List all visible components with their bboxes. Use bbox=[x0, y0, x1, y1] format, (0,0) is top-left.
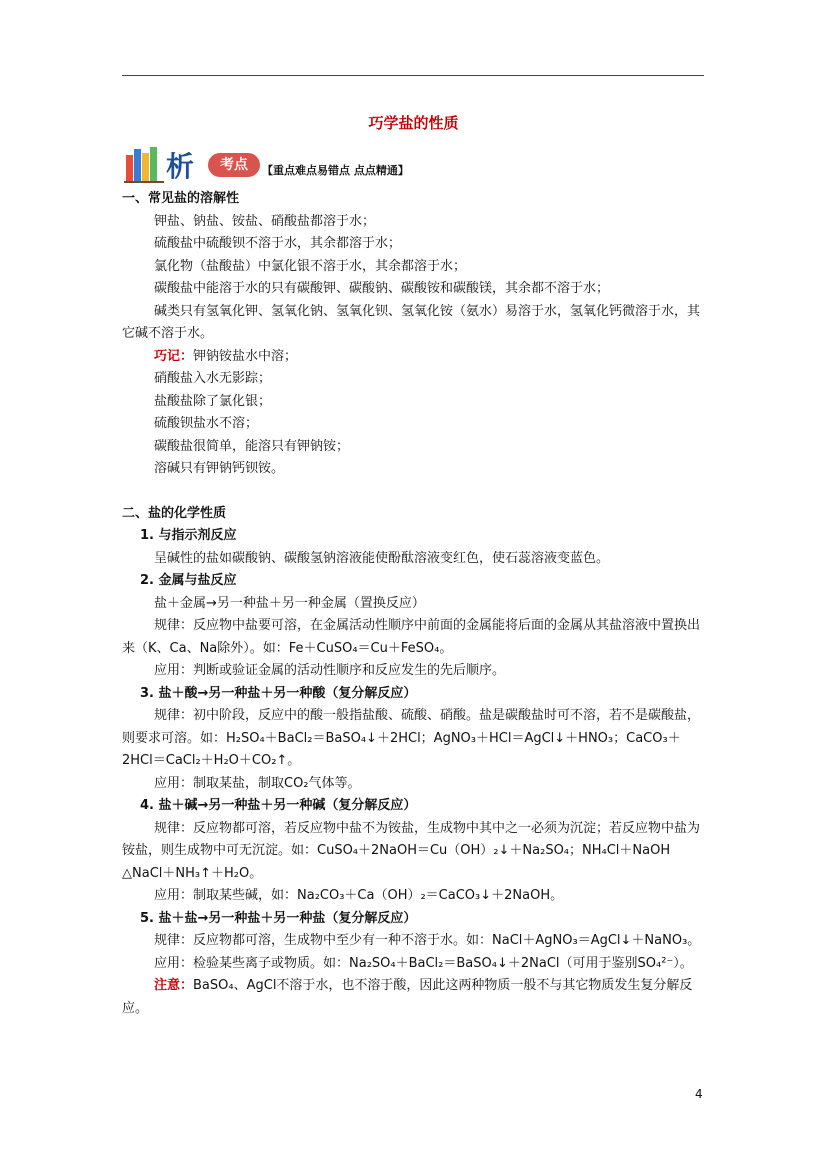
section-2-heading: 二、盐的化学性质 bbox=[122, 505, 227, 521]
tip-label: 巧记： bbox=[154, 348, 194, 364]
tip-text: 钾钠铵盐水中溶； bbox=[193, 348, 298, 364]
sub3-app: 应用：制取某盐，制取CO₂气体等。 bbox=[154, 775, 361, 791]
badge-tag: 【重点难点易错点 点点精通】 bbox=[262, 164, 409, 177]
solubility-line: 氯化物（盐酸盐）中氯化银不溶于水，其余都溶于水； bbox=[154, 258, 467, 274]
mnemonic-line bbox=[122, 346, 706, 369]
sub-heading-2: 2. 金属与盐反应 bbox=[140, 573, 237, 588]
sub4-app: 应用：制取某些碱，如：Na₂CO₃＋Ca（OH）₂＝CaCO₃↓＋2NaOH。 bbox=[154, 888, 564, 903]
badge-char: 析 bbox=[166, 150, 195, 183]
sub5-app: 应用：检验某些离子或物质。如：Na₂SO₄＋BaCl₂＝BaSO₄↓＋2NaCl（可用于鉴别SO₄²⁻）。 bbox=[154, 955, 693, 971]
sub-heading-3: 3. 盐＋酸→另一种盐＋另一种酸（复分解反应） bbox=[140, 685, 417, 701]
sub2-app: 应用：判断或验证金属的活动性顺序和反应发生的先后顺序。 bbox=[154, 663, 506, 678]
solubility-line: 碱类只有氢氧化钾、氢氧化钠、氢氧化钡、氢氧化铵（氨水）易溶于水，氢氧化钙微溶于水，其它碱不溶于水。 bbox=[122, 303, 701, 341]
sub2-formula: 盐＋金属→另一种盐＋另一种金属（置换反应） bbox=[154, 595, 425, 611]
mnemonic-line: 碳酸盐很简单，能溶只有钾钠铵； bbox=[154, 438, 350, 454]
mnemonic-line: 溶碱只有钾钠钙钡铵。 bbox=[154, 461, 285, 476]
sub3-rule: 规律：初中阶段，反应中的酸一般指盐酸、硫酸、硝酸。盐是碳酸盐时可不溶，若不是碳酸盐，则要求可溶。如：H₂SO₄＋BaCl₂＝BaSO₄↓＋2HCl；AgNO₃＋HCl＝AgCl↓＋HNO₃；CaCO₃＋2HCl＝CaCl₂＋H₂O＋CO₂↑。 bbox=[122, 708, 701, 768]
solubility-line: 硫酸盐中硫酸钡不溶于水，其余都溶于水； bbox=[154, 236, 402, 251]
sub4-rule-tail: △NaCl＋NH₃↑＋H₂O。 bbox=[122, 865, 263, 881]
note-label: 注意： bbox=[154, 978, 194, 993]
page-title: 巧学盐的性质 bbox=[368, 114, 459, 132]
solubility-line: 碳酸盐中能溶于水的只有碳酸钾、碳酸钠、碳酸铵和碳酸镁，其余都不溶于水； bbox=[154, 281, 610, 296]
sub-heading-1: 1. 与指示剂反应 bbox=[140, 528, 237, 543]
mnemonic-line: 硝酸盐入水无影踪； bbox=[154, 371, 272, 386]
delta-sign: △ bbox=[122, 865, 132, 881]
sub4-rule: 规律：反应物都可溶，若反应物中盐不为铵盐，生成物中其中之一必须为沉淀；若反应物中盐为铵盐，则生成物中可无沉淀。如：CuSO₄＋2NaOH＝Cu（OH）₂↓＋Na₂SO₄；NH₄Cl＋NaOH bbox=[122, 820, 701, 858]
header-rule bbox=[122, 75, 704, 76]
page-number: 4 bbox=[695, 1087, 703, 1101]
document-body bbox=[122, 188, 706, 1020]
badge-label: 考点 bbox=[208, 153, 260, 177]
sub5-note: 注意：BaSO₄、AgCl不溶于水，也不溶于酸，因此这两种物质一般不与其它物质发生复分解反应。 bbox=[122, 978, 693, 1016]
sub2-rule: 规律：反应物中盐要可溶，在金属活动性顺序中前面的金属能将后面的金属从其盐溶液中置换出来（K、Ca、Na除外）。如：Fe＋CuSO₄＝Cu＋FeSO₄。 bbox=[122, 618, 701, 656]
sub-heading-5: 5. 盐＋盐→另一种盐＋另一种盐（复分解反应） bbox=[140, 910, 417, 926]
sub1-text: 呈碱性的盐如碳酸钠、碳酸氢钠溶液能使酚酞溶液变红色，使石蕊溶液变蓝色。 bbox=[154, 550, 610, 566]
mnemonic-line: 盐酸盐除了氯化银； bbox=[154, 393, 272, 409]
section-1-heading: 一、常见盐的溶解性 bbox=[122, 191, 240, 206]
section-badge bbox=[124, 145, 444, 183]
sub5-rule: 规律：反应物都可溶，生成物中至少有一种不溶于水。如：NaCl＋AgNO₃＝AgCl↓＋NaNO₃。 bbox=[154, 933, 701, 948]
sub-heading-4: 4. 盐＋碱→另一种盐＋另一种碱（复分解反应） bbox=[140, 798, 417, 813]
mnemonic-line: 硫酸钡盐水不溶； bbox=[154, 416, 259, 431]
solubility-line: 钾盐、钠盐、铵盐、硝酸盐都溶于水； bbox=[154, 213, 376, 229]
